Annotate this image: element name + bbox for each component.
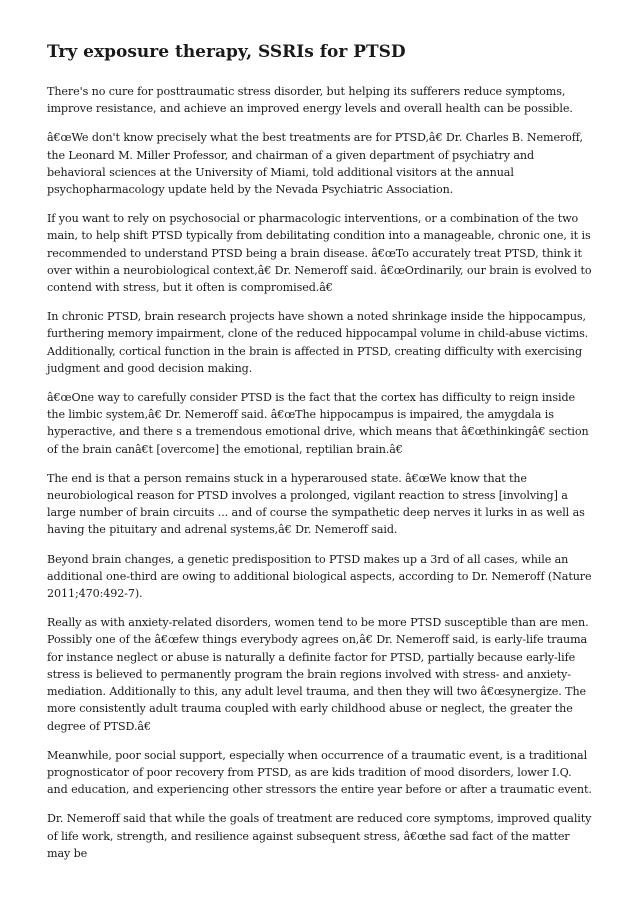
- paragraph: â€œWe don't know precisely what the best treatments are for PTSD,â€ Dr. Charles B. Nemeroff, the Leonard M. Miller Professor, and chairman of a given department of psychiatry and behavioral sciences at the University of Miami, told additional visitors at the annual psychopharmacology update held by the Nevada Psychiatric Association.: [47, 131, 583, 197]
- paragraph: The end is that a person remains stuck in a hyperaroused state. â€œWe know that the neurobiological reason for PTSD involves a prolonged, vigilant reaction to stress [involving] a large number of brain circuits ... and of course the sympathetic deep nerves it lurks in as well as having the pituitary and adrenal systems,â€ Dr. Nemeroff said.: [47, 471, 585, 537]
- paragraph: Meanwhile, poor social support, especially when occurrence of a traumatic event, is a traditional prognosticator of poor recovery from PTSD, as are kids tradition of mood disorders, lower I.Q. and education, and experiencing other stressors the entire year before or after a traumatic event.: [47, 748, 592, 797]
- article-title: Try exposure therapy, SSRIs for PTSD: [47, 42, 406, 62]
- paragraph: There's no cure for posttraumatic stress disorder, but helping its sufferers reduce symptoms, improve resistance, and achieve an improved energy levels and overall health can be possible.: [47, 85, 573, 116]
- paragraph: If you want to rely on psychosocial or pharmacologic interventions, or a combination of the two main, to help shift PTSD typically from debilitating condition into a manageable, chronic one, it is recommended to understand PTSD being a brain disease. â€œTo accurately treat PTSD, think it over within a neurobiological context,â€ Dr. Nemeroff said. â€œOrdinarily, our brain is evolved to contend with stress, but it often is compromised.â€: [47, 212, 592, 295]
- paragraph: â€œOne way to carefully consider PTSD is the fact that the cortex has difficulty to reign inside the limbic system,â€ Dr. Nemeroff said. â€œThe hippocampus is impaired, the amygdala is hyperactive, and there s a tremendous emotional drive, which means that â€œthinkingâ€ section of the brain canâ€t [overcome] the emotional, reptilian brain.â€: [47, 391, 589, 456]
- paragraph: Beyond brain changes, a genetic predisposition to PTSD makes up a 3rd of all cases, while an additional one-third are owing to additional biological aspects, according to Dr. Nemeroff (Nature 2011;470:492-7).: [47, 552, 592, 601]
- document-page: [47, 40, 595, 874]
- paragraph: Really as with anxiety-related disorders, women tend to be more PTSD susceptible than are men. Possibly one of the â€œfew things everybody agrees on,â€ Dr. Nemeroff said, is early-life trauma for instance neglect or abuse is naturally a definite factor for PTSD, partially because early-life stress is believed to permanently program the brain regions involved with stress- and anxiety-mediation. Additionally to this, any adult level trauma, and then they will two â€œsynergize. The more consistently adult trauma coupled with early childhood abuse or neglect, the greater the degree of PTSD.â€: [47, 616, 589, 733]
- paragraph: In chronic PTSD, brain research projects have shown a noted shrinkage inside the hippocampus, furthering memory impairment, clone of the reduced hippocampal volume in child-abuse victims. Additionally, cortical function in the brain is affected in PTSD, creating difficulty with exercising judgment and good decision making.: [47, 310, 589, 375]
- paragraph: Dr. Nemeroff said that while the goals of treatment are reduced core symptoms, improved quality of life work, strength, and resilience against subsequent stress, â€œthe sad fact of the matter may be: [47, 812, 592, 860]
